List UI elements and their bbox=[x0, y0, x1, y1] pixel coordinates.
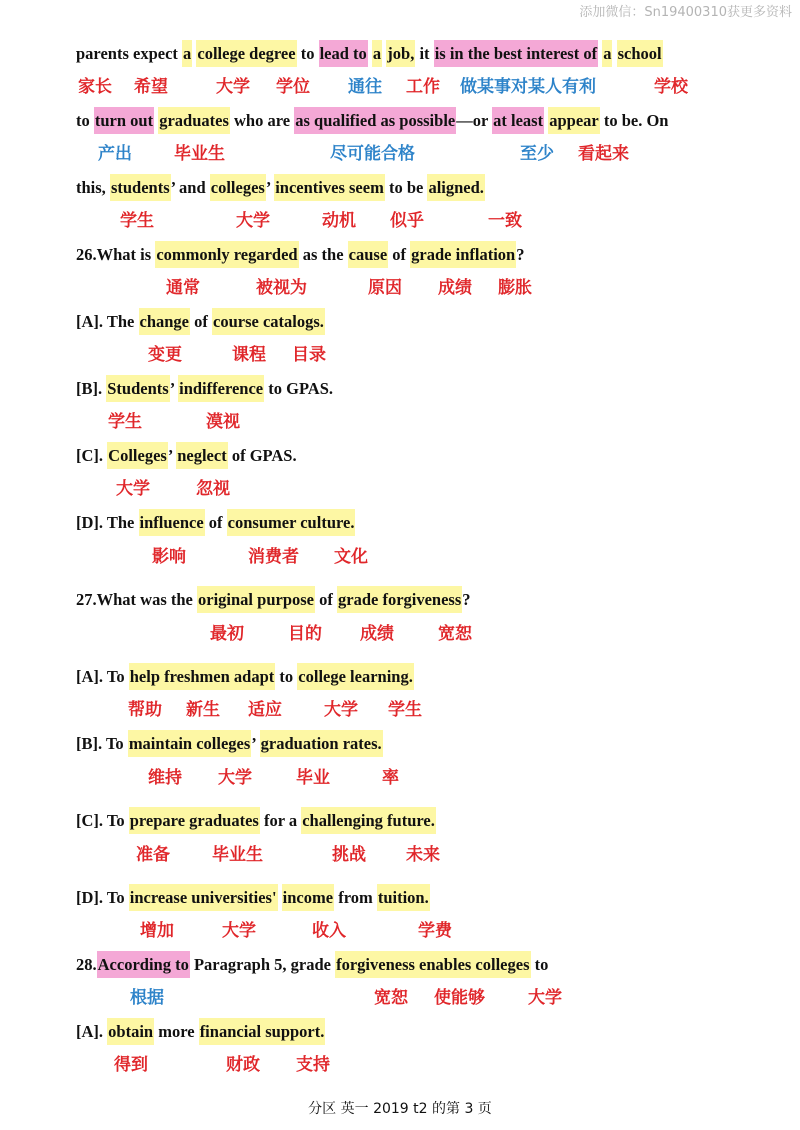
chinese-gloss: 毕业生 bbox=[212, 845, 263, 865]
english-line bbox=[76, 659, 736, 694]
chinese-gloss: 目的 bbox=[288, 624, 322, 644]
chinese-gloss-line bbox=[76, 982, 736, 1014]
phrase-highlight: as qualified as possible bbox=[294, 107, 456, 134]
vocab-highlight: commonly regarded bbox=[155, 241, 298, 268]
plain-text: ’ and bbox=[170, 178, 210, 197]
plain-text: for a bbox=[259, 811, 302, 830]
chinese-gloss: 未来 bbox=[406, 845, 440, 865]
vocab-highlight: appear bbox=[548, 107, 600, 134]
vocab-highlight: forgiveness enables colleges bbox=[335, 951, 530, 978]
chinese-gloss: 增加 bbox=[140, 921, 174, 941]
vocab-highlight: aligned. bbox=[427, 174, 484, 201]
plain-text: [A]. To bbox=[76, 667, 129, 686]
plain-text: ’ bbox=[169, 379, 179, 398]
plain-text: from bbox=[334, 888, 377, 907]
chinese-gloss: 学位 bbox=[276, 77, 310, 97]
vocab-highlight: course catalogs. bbox=[212, 308, 325, 335]
chinese-gloss: 家长 bbox=[78, 77, 112, 97]
plain-text: ? bbox=[516, 245, 525, 264]
chinese-gloss: 膨胀 bbox=[498, 278, 532, 298]
chinese-gloss-line bbox=[76, 339, 736, 371]
chinese-gloss: 支持 bbox=[296, 1055, 330, 1075]
chinese-gloss: 学生 bbox=[108, 412, 142, 432]
vocab-highlight: original purpose bbox=[197, 586, 315, 613]
plain-text: of bbox=[315, 590, 337, 609]
chinese-gloss: 大学 bbox=[324, 700, 358, 720]
plain-text: parents expect bbox=[76, 44, 183, 63]
plain-text: of bbox=[204, 513, 227, 532]
chinese-gloss: 消费者 bbox=[248, 547, 299, 567]
chinese-gloss: 准备 bbox=[136, 845, 170, 865]
chinese-gloss: 毕业 bbox=[296, 768, 330, 788]
plain-text: to bbox=[275, 667, 298, 686]
chinese-gloss-line bbox=[76, 1049, 736, 1081]
english-line bbox=[76, 438, 736, 473]
english-line bbox=[76, 726, 736, 761]
plain-text: ’ bbox=[167, 446, 177, 465]
chinese-gloss: 大学 bbox=[222, 921, 256, 941]
chinese-gloss: 使能够 bbox=[434, 988, 485, 1008]
plain-text: to bbox=[76, 111, 94, 130]
plain-text: [B]. To bbox=[76, 734, 128, 753]
chinese-gloss: 影响 bbox=[152, 547, 186, 567]
chinese-gloss: 目录 bbox=[292, 345, 326, 365]
vocab-highlight: college learning. bbox=[297, 663, 414, 690]
chinese-gloss: 似乎 bbox=[390, 211, 424, 231]
plain-text: to bbox=[530, 955, 549, 974]
chinese-gloss: 原因 bbox=[368, 278, 402, 298]
plain-text: this, bbox=[76, 178, 110, 197]
chinese-gloss: 帮助 bbox=[128, 700, 162, 720]
vocab-highlight: Students bbox=[106, 375, 169, 402]
english-line bbox=[76, 103, 736, 138]
vocab-highlight: grade inflation bbox=[410, 241, 516, 268]
vocab-highlight: financial support. bbox=[199, 1018, 326, 1045]
vocab-highlight: a bbox=[372, 40, 382, 67]
chinese-gloss: 做某事对某人有利 bbox=[460, 77, 596, 97]
chinese-gloss-line bbox=[76, 915, 736, 947]
english-line bbox=[76, 505, 736, 540]
chinese-gloss-line bbox=[76, 838, 736, 880]
chinese-gloss: 学校 bbox=[654, 77, 688, 97]
vocab-highlight: influence bbox=[139, 509, 205, 536]
vocab-highlight: job, bbox=[386, 40, 415, 67]
plain-text: 28. bbox=[76, 955, 97, 974]
plain-text: it bbox=[415, 44, 434, 63]
chinese-gloss: 宽恕 bbox=[438, 624, 472, 644]
plain-text: [D]. To bbox=[76, 888, 129, 907]
plain-text: as the bbox=[298, 245, 348, 264]
chinese-gloss: 文化 bbox=[334, 547, 368, 567]
vocab-highlight: increase universities' bbox=[129, 884, 278, 911]
plain-text: [D]. The bbox=[76, 513, 139, 532]
vocab-highlight: obtain bbox=[107, 1018, 154, 1045]
chinese-gloss: 尽可能合格 bbox=[330, 144, 415, 164]
chinese-gloss: 挑战 bbox=[332, 845, 366, 865]
english-line bbox=[76, 304, 736, 339]
vocab-highlight: grade forgiveness bbox=[337, 586, 462, 613]
chinese-gloss: 动机 bbox=[322, 211, 356, 231]
plain-text: to be bbox=[384, 178, 428, 197]
chinese-gloss-line bbox=[76, 761, 736, 803]
phrase-highlight: at least bbox=[492, 107, 544, 134]
vocab-highlight: a bbox=[602, 40, 612, 67]
chinese-gloss: 新生 bbox=[186, 700, 220, 720]
chinese-gloss: 大学 bbox=[528, 988, 562, 1008]
chinese-gloss: 收入 bbox=[312, 921, 346, 941]
vocab-highlight: change bbox=[139, 308, 191, 335]
vocab-highlight: graduates bbox=[158, 107, 230, 134]
chinese-gloss: 率 bbox=[382, 768, 399, 788]
chinese-gloss: 至少 bbox=[520, 144, 554, 164]
chinese-gloss: 大学 bbox=[236, 211, 270, 231]
chinese-gloss: 大学 bbox=[216, 77, 250, 97]
plain-text: of bbox=[190, 312, 212, 331]
page-footer: 分区 英一 2019 t2 的第 3 页 bbox=[308, 1101, 492, 1117]
vocab-highlight: school bbox=[617, 40, 663, 67]
chinese-gloss-line bbox=[76, 138, 736, 170]
chinese-gloss: 维持 bbox=[148, 768, 182, 788]
plain-text: who are bbox=[229, 111, 295, 130]
chinese-gloss-line bbox=[76, 540, 736, 582]
chinese-gloss: 成绩 bbox=[438, 278, 472, 298]
vocab-highlight: Colleges bbox=[107, 442, 168, 469]
chinese-gloss: 希望 bbox=[134, 77, 168, 97]
chinese-gloss-line bbox=[76, 205, 736, 237]
vocab-highlight: neglect bbox=[176, 442, 227, 469]
vocab-highlight: students bbox=[110, 174, 171, 201]
vocab-highlight: indifference bbox=[178, 375, 264, 402]
plain-text: 26.What is bbox=[76, 245, 156, 264]
chinese-gloss: 得到 bbox=[114, 1055, 148, 1075]
plain-text: ? bbox=[462, 590, 471, 609]
plain-text: ’ bbox=[265, 178, 275, 197]
plain-text: Paragraph 5, grade bbox=[189, 955, 336, 974]
vocab-highlight: cause bbox=[348, 241, 389, 268]
plain-text: to bbox=[296, 44, 319, 63]
vocab-highlight: graduation rates. bbox=[260, 730, 383, 757]
chinese-gloss: 一致 bbox=[488, 211, 522, 231]
vocab-highlight: college degree bbox=[196, 40, 296, 67]
chinese-gloss-line bbox=[76, 272, 736, 304]
chinese-gloss-line bbox=[76, 406, 736, 438]
plain-text: —or bbox=[456, 111, 493, 130]
plain-text: [A]. The bbox=[76, 312, 139, 331]
english-line bbox=[76, 582, 736, 617]
english-line bbox=[76, 371, 736, 406]
plain-text: [B]. bbox=[76, 379, 107, 398]
chinese-gloss: 通常 bbox=[166, 278, 200, 298]
plain-text: [C]. To bbox=[76, 811, 129, 830]
chinese-gloss: 成绩 bbox=[360, 624, 394, 644]
plain-text: more bbox=[154, 1022, 199, 1041]
chinese-gloss: 根据 bbox=[130, 988, 164, 1008]
english-line bbox=[76, 880, 736, 915]
chinese-gloss: 通往 bbox=[348, 77, 382, 97]
vocab-highlight: income bbox=[282, 884, 334, 911]
english-line bbox=[76, 36, 736, 71]
plain-text: to GPAS. bbox=[264, 379, 334, 398]
annotated-reading-passage bbox=[76, 36, 736, 1081]
plain-text bbox=[612, 44, 616, 63]
chinese-gloss: 学生 bbox=[388, 700, 422, 720]
vocab-highlight: help freshmen adapt bbox=[129, 663, 276, 690]
chinese-gloss: 课程 bbox=[232, 345, 266, 365]
phrase-highlight: turn out bbox=[94, 107, 154, 134]
english-line bbox=[76, 947, 736, 982]
phrase-highlight: According to bbox=[97, 951, 190, 978]
chinese-gloss: 被视为 bbox=[256, 278, 307, 298]
watermark-text: 添加微信：Sn19400310获更多资料 bbox=[579, 5, 792, 20]
chinese-gloss: 看起来 bbox=[578, 144, 629, 164]
vocab-highlight: tuition. bbox=[377, 884, 430, 911]
vocab-highlight: a bbox=[182, 40, 192, 67]
chinese-gloss-line bbox=[76, 71, 736, 103]
chinese-gloss-line bbox=[76, 617, 736, 659]
chinese-gloss: 宽恕 bbox=[374, 988, 408, 1008]
english-line bbox=[76, 1014, 736, 1049]
chinese-gloss-line bbox=[76, 473, 736, 505]
vocab-highlight: maintain colleges bbox=[128, 730, 251, 757]
vocab-highlight: consumer culture. bbox=[227, 509, 356, 536]
vocab-highlight: incentives seem bbox=[274, 174, 385, 201]
chinese-gloss: 学费 bbox=[418, 921, 452, 941]
plain-text: [C]. bbox=[76, 446, 108, 465]
chinese-gloss: 财政 bbox=[226, 1055, 260, 1075]
chinese-gloss: 产出 bbox=[98, 144, 132, 164]
vocab-highlight: prepare graduates bbox=[129, 807, 260, 834]
plain-text: 27.What was the bbox=[76, 590, 198, 609]
english-line bbox=[76, 237, 736, 272]
english-line bbox=[76, 170, 736, 205]
chinese-gloss: 漠视 bbox=[206, 412, 240, 432]
chinese-gloss: 大学 bbox=[218, 768, 252, 788]
vocab-highlight: colleges bbox=[210, 174, 266, 201]
chinese-gloss: 变更 bbox=[148, 345, 182, 365]
chinese-gloss: 学生 bbox=[120, 211, 154, 231]
chinese-gloss: 最初 bbox=[210, 624, 244, 644]
chinese-gloss: 大学 bbox=[116, 479, 150, 499]
plain-text: [A]. bbox=[76, 1022, 108, 1041]
chinese-gloss: 适应 bbox=[248, 700, 282, 720]
english-line bbox=[76, 803, 736, 838]
chinese-gloss: 工作 bbox=[406, 77, 440, 97]
plain-text: of bbox=[388, 245, 411, 264]
phrase-highlight: lead to bbox=[319, 40, 368, 67]
chinese-gloss: 忽视 bbox=[196, 479, 230, 499]
plain-text: ’ bbox=[251, 734, 260, 753]
chinese-gloss: 毕业生 bbox=[174, 144, 225, 164]
plain-text: of GPAS. bbox=[227, 446, 297, 465]
vocab-highlight: challenging future. bbox=[301, 807, 436, 834]
plain-text: to be. On bbox=[599, 111, 669, 130]
chinese-gloss-line bbox=[76, 694, 736, 726]
phrase-highlight: is in the best interest of bbox=[434, 40, 598, 67]
